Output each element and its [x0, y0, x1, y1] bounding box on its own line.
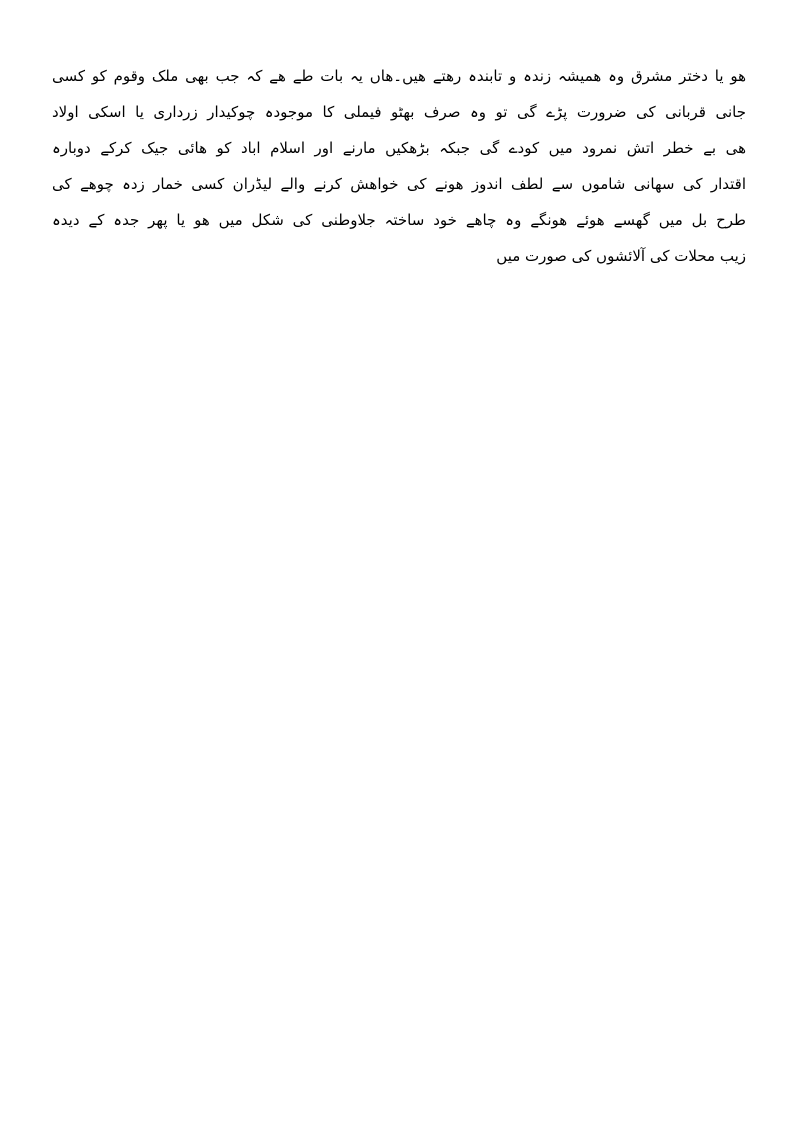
urdu-paragraph — [52, 58, 746, 274]
text-line-3: ھی بے خطر اتش نمرود میں کودے گی جبکہ بڑھکیں مارنے اور اسلام اباد کو ھائی جیک کرکے دوبارہ — [52, 139, 746, 157]
text-line-6: زیب محلات کی آلائشوں کی صورت میں — [496, 247, 746, 265]
text-line-5: طرح بل میں گھسے ھوئے ھونگے وہ چاھے خود ساختہ جلاوطنی کی شکل میں ھو یا پھر جدہ کے دیدہ — [52, 211, 746, 229]
text-line-4: اقتدار کی سھانی شاموں سے لطف اندوز ھونے کی خواھش کرنے والے لیڈران کسی خمار زدہ چوھے کی — [52, 175, 746, 193]
text-line-2: جانی قربانی کی ضرورت پڑے گی تو وہ صرف بھٹو فیملی کا موجودہ چوکیدار زرداری یا اسکی اولاد — [52, 103, 746, 121]
text-line-1: ھو یا دختر مشرق وہ ھمیشہ زندہ و تابندہ رھتے ھیں۔ھاں یہ بات طے ھے کہ جب بھی ملک وقوم کو کسی — [52, 67, 746, 85]
